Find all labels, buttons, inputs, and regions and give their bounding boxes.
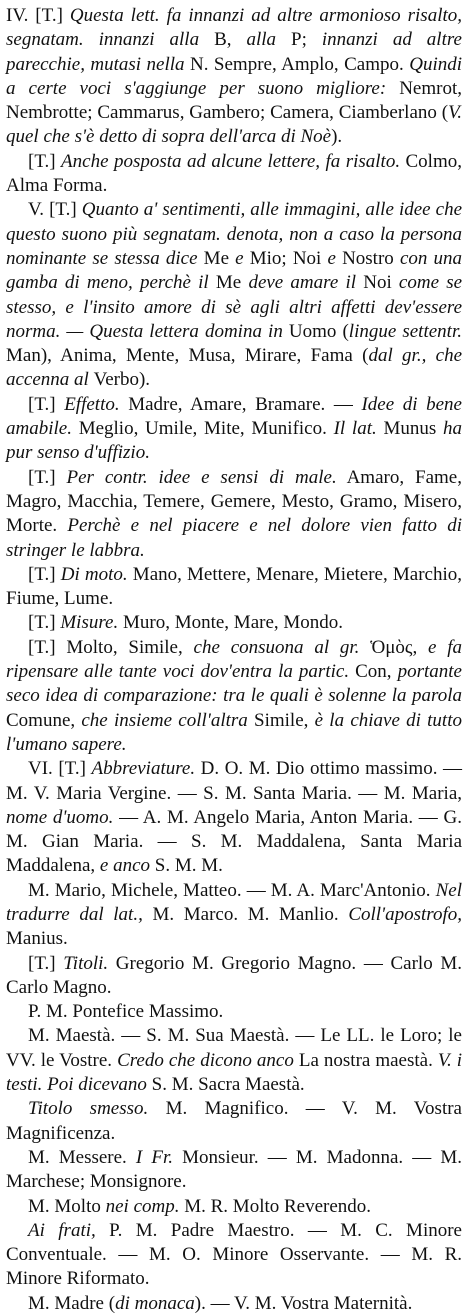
italic-text: I Fr. — [135, 1146, 174, 1168]
paragraph — [6, 757, 462, 878]
italic-text: e — [327, 247, 343, 269]
text-run: Manius. — [6, 928, 68, 950]
text-run: P. M. Pontefice Massimo. — [28, 1001, 224, 1023]
text-run: P. M. Padre Maestro. — M. C. Minore Conventuale. — M. O. Minore Osservante. — M. R. Minore Riformato. — [6, 1219, 462, 1290]
text-run: Mano, Mettere, Menare, Mietere, Marchio, Fiume, Lume. — [6, 563, 463, 610]
text-run: Con, — [349, 661, 398, 683]
paragraph — [6, 1097, 462, 1146]
text-run: S. M. Sacra Maestà. — [151, 1074, 305, 1096]
text-run: [T.] — [28, 150, 62, 172]
italic-text: Anche posposta ad alcune lettere, fa risalto. — [61, 150, 401, 172]
paragraph — [6, 952, 462, 1001]
text-run: [T.] — [28, 952, 64, 974]
italic-text: Di moto. — [60, 563, 128, 585]
italic-text: nei comp. — [105, 1195, 180, 1217]
italic-text: Abbreviature. — [91, 758, 196, 780]
italic-text: Misure. — [60, 612, 119, 634]
text-run: Noi — [363, 272, 399, 294]
text-run: Amaro, Fame, Magro, Macchia, Temere, Gemere, Mesto, Gramo, Misero, Morte. — [6, 466, 462, 537]
paragraph — [6, 198, 462, 392]
paragraph — [6, 4, 462, 150]
paragraph — [6, 393, 462, 466]
italic-text: Quanto a' sentimenti, alle immagini, alle idee che questo suono più segnatam. denota, non a caso la persona nominante se stessa dice — [6, 199, 463, 269]
text-run: Madre, Amare, Bramare. — — [119, 393, 362, 415]
italic-text: che insieme coll'altra — [81, 709, 255, 731]
paragraph — [6, 636, 462, 757]
text-run: [T.] — [28, 466, 67, 488]
text-run: S. M. M. — [154, 855, 223, 877]
text-run: VI. [T.] — [28, 758, 92, 780]
italic-text: V. quel che s'è detto di sopra dell'arca di Noè — [6, 102, 462, 148]
text-run: M. R. Molto Reverendo. — [179, 1195, 372, 1217]
italic-text: e — [235, 247, 250, 269]
text-run: Me — [203, 247, 236, 269]
text-run: M. Mario, Michele, Matteo. — M. A. Marc'Antonio. — [28, 879, 436, 901]
italic-text: alla — [246, 29, 292, 51]
text-run: V. [T.] — [28, 199, 82, 221]
text-run: Comune, — [6, 709, 82, 731]
text-run: ). — [331, 126, 343, 148]
italic-text: Il lat. — [333, 418, 377, 440]
italic-text: è la chiave di tutto l'umano sapere. — [6, 709, 462, 755]
paragraph — [6, 1195, 462, 1219]
text-run: Nostro — [342, 247, 400, 269]
italic-text: Perchè e nel piacere e nel dolore vien fatto di stringer le labbra. — [6, 515, 463, 561]
paragraph — [6, 563, 462, 612]
italic-text: portante seco idea di comparazione: tra le quali è solenne la parola — [6, 661, 462, 707]
text-run: IV. [T.] — [6, 5, 70, 26]
text-run: M. Madre ( — [28, 1292, 116, 1314]
text-run: — A. M. Angelo Maria, Anton Maria. — G. M. Gian Maria. — S. M. Maddalena, Santa Maria Maddalena, — [6, 806, 462, 877]
paragraph — [6, 1024, 462, 1097]
text-run: M. Molto — [28, 1195, 106, 1217]
text-run: Ὁμὸς, — [359, 636, 428, 658]
text-run: P; — [291, 29, 322, 51]
italic-text: Nel tradurre dal lat., — [6, 879, 462, 925]
text-run: Muro, Monte, Mare, Mondo. — [118, 612, 344, 634]
text-run: Simile, — [254, 709, 315, 731]
italic-text: V. i testi. Poi dicevano — [6, 1049, 463, 1096]
italic-text: Coll'apostrofo, — [348, 903, 463, 925]
text-run: La nostra maestà. — [298, 1049, 438, 1071]
paragraph — [6, 1219, 462, 1292]
text-run: Mio; Noi — [249, 247, 328, 269]
italic-text: e anco — [99, 855, 155, 877]
italic-text: lingue settentr. — [348, 320, 462, 342]
paragraph — [6, 150, 462, 199]
text-run: D. O. M. Dio ottimo massimo. — M. V. Maria Vergine. — S. M. Santa Maria. — M. Maria, — [6, 758, 462, 804]
text-run: Monsieur. — M. Madonna. — M. Marchese; Monsignore. — [6, 1146, 462, 1193]
italic-text: e fa ripensare alle tante voci dov'entra la partic. — [6, 636, 463, 683]
italic-text: Quindi a certe voci s'aggiunge per suono migliore: — [6, 53, 462, 99]
italic-text: Idee di bene amabile. — [6, 393, 462, 440]
text-run: B, — [214, 29, 247, 51]
text-run: N. Sempre, Amplo, Campo. — [190, 53, 410, 75]
text-run: M. Maestà. — S. M. Sua Maestà. — Le LL. le Loro; le VV. le Vostre. — [6, 1025, 462, 1071]
italic-text: di monaca — [115, 1292, 195, 1314]
text-run: M. Messere. — [28, 1146, 136, 1168]
text-run: Man), Anima, Mente, Musa, Mirare, Fama ( — [6, 345, 369, 367]
paragraph — [6, 466, 462, 563]
italic-text: innanzi ad altre parecchie, mutasi nella — [6, 29, 462, 75]
text-run: M. Marco. M. Manlio. — [142, 903, 349, 925]
italic-text: deve amare il — [248, 272, 364, 294]
text-run: [T.] Molto, Simile, — [28, 636, 194, 658]
paragraph — [6, 1292, 462, 1316]
paragraph — [6, 611, 462, 635]
text-run: Me — [215, 272, 249, 294]
paragraph — [6, 1146, 462, 1195]
italic-text: con una gamba di meno, perchè il — [6, 247, 463, 294]
text-run: Nemrot, Nembrotte; Cammarus, Gambero; Camera, Ciamberlano ( — [6, 77, 462, 124]
paragraph — [6, 879, 462, 952]
italic-text: Titoli. — [63, 952, 109, 974]
italic-text: Credo che dicono anco — [117, 1049, 299, 1071]
text-run: Munus — [376, 418, 443, 440]
text-run: [T.] — [28, 563, 61, 585]
italic-text: nome d'uomo. — [6, 806, 114, 828]
italic-text: dal gr., che accenna al — [6, 345, 462, 391]
italic-text: Effetto. — [64, 393, 120, 415]
italic-text: che consuona al gr. — [193, 636, 360, 658]
text-run: [T.] — [28, 612, 61, 634]
text-run: ). — V. M. Vostra Maternità. — [194, 1292, 413, 1314]
text-run: Colmo, Alma Forma. — [6, 150, 462, 197]
italic-text: Per contr. idee e sensi di male. — [66, 466, 337, 488]
text-run: Verbo). — [93, 369, 151, 391]
text-run: Gregorio M. Gregorio Magno. — Carlo M. Carlo Magno. — [6, 952, 462, 998]
text-run: Uomo ( — [288, 320, 349, 342]
text-run: M. Magnifico. — V. M. Vostra Magnificenza. — [6, 1098, 462, 1144]
italic-text: come se stesso, e l'insito amore di sè agli altri affetti dev'essere norma. — Questa lettera domina in — [6, 272, 463, 342]
italic-text: ha pur senso d'uffizio. — [6, 418, 462, 464]
text-run: [T.] — [28, 393, 65, 415]
italic-text: Titolo smesso. — [28, 1098, 149, 1120]
paragraph — [6, 1000, 462, 1024]
italic-text: Ai frati, — [28, 1219, 96, 1241]
text-run: Meglio, Umile, Mite, Munifico. — [71, 418, 334, 440]
italic-text: Questa lett. fa innanzi ad altre armonioso risalto, segnatam. innanzi alla — [6, 5, 463, 51]
